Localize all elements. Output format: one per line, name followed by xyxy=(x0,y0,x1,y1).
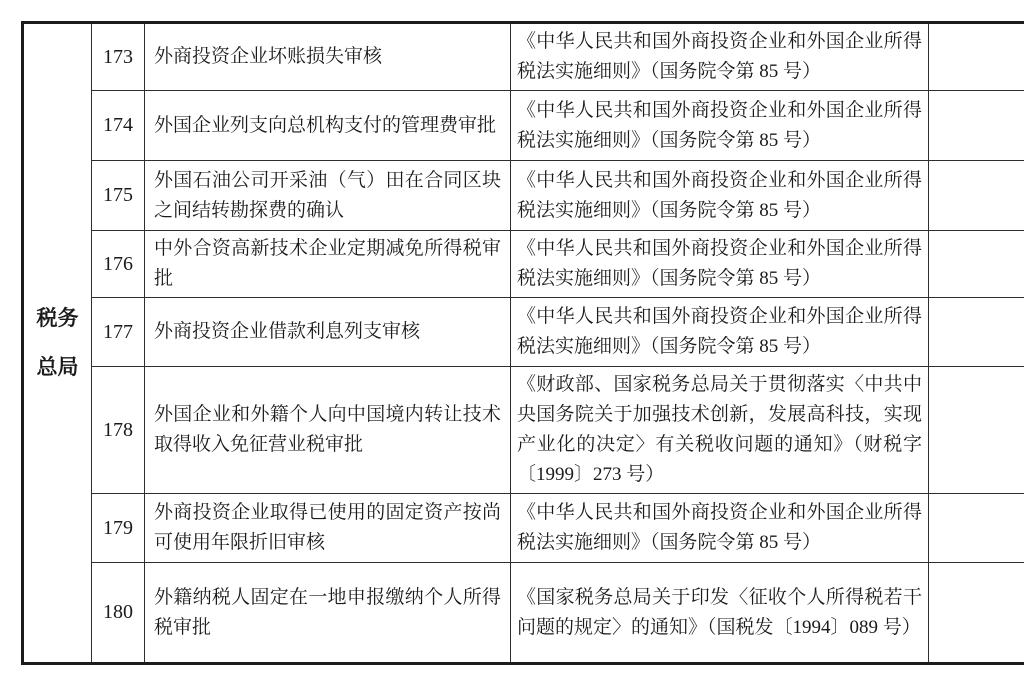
basis-cell: 《中华人民共和国外商投资企业和外国企业所得税法实施细则》（国务院令第 85 号） xyxy=(511,494,929,563)
row-number-cell: 179 xyxy=(92,494,145,563)
row-number-cell: 178 xyxy=(92,367,145,494)
table-row xyxy=(23,298,1024,367)
row-number-cell: 175 xyxy=(92,161,145,231)
basis-cell: 《财政部、国家税务总局关于贯彻落实〈中共中央国务院关于加强技术创新，发展高科技，实现产业化的决定〉有关税收问题的通知》（财税字〔1999〕273 号） xyxy=(511,367,929,494)
table-row xyxy=(23,563,1024,664)
remark-cell xyxy=(929,23,1024,91)
item-cell: 外商投资企业取得已使用的固定资产按尚可使用年限折旧审核 xyxy=(145,494,511,563)
basis-cell: 《国家税务总局关于印发〈征收个人所得税若干问题的规定〉的通知》（国税发〔1994〕089 号） xyxy=(511,563,929,664)
table-row xyxy=(23,367,1024,494)
remark-cell xyxy=(929,494,1024,563)
remark-cell xyxy=(929,367,1024,494)
item-cell: 外商投资企业借款利息列支审核 xyxy=(145,298,511,367)
item-cell: 中外合资高新技术企业定期减免所得税审批 xyxy=(145,231,511,298)
item-cell: 外籍纳税人固定在一地申报缴纳个人所得税审批 xyxy=(145,563,511,664)
basis-cell: 《中华人民共和国外商投资企业和外国企业所得税法实施细则》（国务院令第 85 号） xyxy=(511,161,929,231)
row-number-cell: 174 xyxy=(92,91,145,161)
item-cell: 外国企业列支向总机构支付的管理费审批 xyxy=(145,91,511,161)
item-cell: 外国石油公司开采油（气）田在合同区块之间结转勘探费的确认 xyxy=(145,161,511,231)
item-cell: 外商投资企业坏账损失审核 xyxy=(145,23,511,91)
remark-cell xyxy=(929,161,1024,231)
remark-cell xyxy=(929,298,1024,367)
remark-cell xyxy=(929,563,1024,664)
agency-cell: 税务总局 xyxy=(23,23,92,664)
basis-cell: 《中华人民共和国外商投资企业和外国企业所得税法实施细则》（国务院令第 85 号） xyxy=(511,231,929,298)
remark-cell xyxy=(929,231,1024,298)
table-row xyxy=(23,231,1024,298)
table-row xyxy=(23,91,1024,161)
approval-items-table xyxy=(21,21,1024,665)
row-number-cell: 177 xyxy=(92,298,145,367)
row-number-cell: 173 xyxy=(92,23,145,91)
table-row xyxy=(23,494,1024,563)
table-row xyxy=(23,161,1024,231)
remark-cell xyxy=(929,91,1024,161)
basis-cell: 《中华人民共和国外商投资企业和外国企业所得税法实施细则》（国务院令第 85 号） xyxy=(511,23,929,91)
basis-cell: 《中华人民共和国外商投资企业和外国企业所得税法实施细则》（国务院令第 85 号） xyxy=(511,91,929,161)
item-cell: 外国企业和外籍个人向中国境内转让技术取得收入免征营业税审批 xyxy=(145,367,511,494)
basis-cell: 《中华人民共和国外商投资企业和外国企业所得税法实施细则》（国务院令第 85 号） xyxy=(511,298,929,367)
row-number-cell: 176 xyxy=(92,231,145,298)
row-number-cell: 180 xyxy=(92,563,145,664)
table-row xyxy=(23,23,1024,91)
